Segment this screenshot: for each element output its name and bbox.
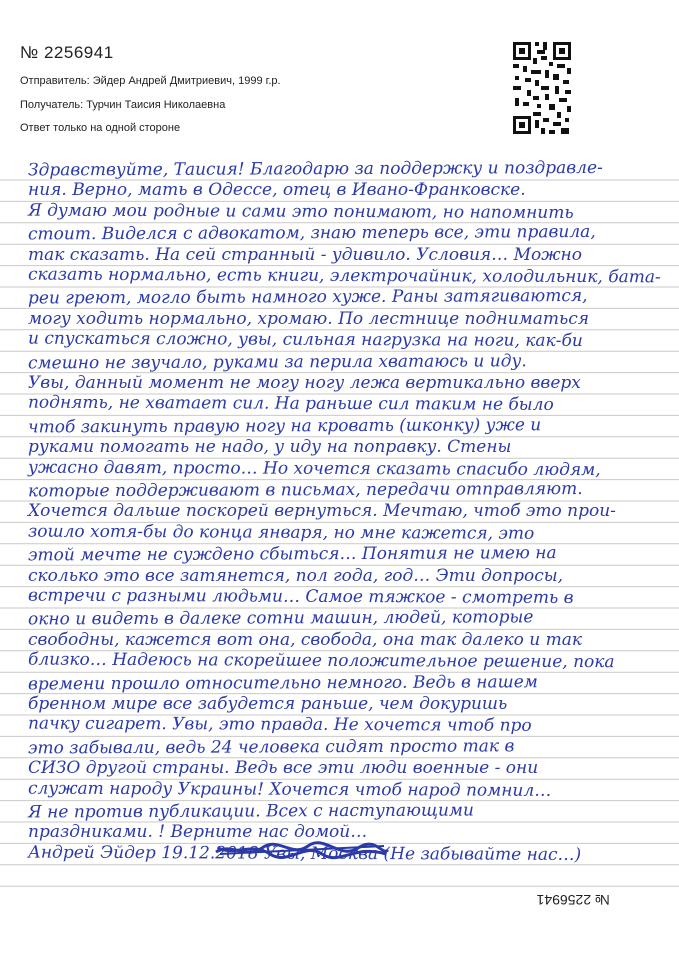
letter-line: чтоб закинуть правую ногу на кровать (шконку) уже и [27,414,542,438]
letter-line: могу ходить нормально, хромаю. По лестнице подниматься [28,308,590,329]
letter-line: ужасно давят, просто… Но хочется сказать спасибо людям, [27,457,601,480]
crossed-out-text [212,838,392,862]
letter-line: СИЗО другой страны. Ведь все эти люди военные - они [28,758,539,779]
letter-line: Здравствуйте, Таисия! Благодарю за поддержку и поздравле- [27,157,603,181]
letter-line: времени прошло относительно немного. Ведь в нашем [27,671,538,695]
letter-line: близко… Надеюсь на скорейшее положительное решение, пока [27,649,615,673]
document-number: № 2256941 [20,43,114,62]
letter-line: ния. Верно, мать в Одессе, отец в Ивано-Франковске. [28,180,526,201]
letter-line: так сказать. На сей странный - удивило. Условия… Можно [28,244,582,265]
letter-line: реи греют, могло быть намного хуже. Раны затягиваются, [27,286,588,309]
letter-line: бренном мире все забудется раньше, чем докуришь [28,694,508,714]
letter-line: смешно не звучало, руками за перила хватаюсь и иду. [27,350,527,374]
rotated-document-number: № 2256941 [536,892,610,908]
letter-line: Я думаю мои родные и сами это понимают, но напомнить [27,200,574,223]
letter-line: пачку сигарет. Увы, это правда. Не хочется чтоб про [27,713,532,737]
sender-line: Отправитель: Эйдер Андрей Дмитриевич, 1999 г.р. [20,75,281,87]
letter-line: окно и видеть в далеке сотни машин, людей, которые [27,607,534,630]
letter-line: Хочется дальше поскорей вернуться. Мечтаю, чтоб это прои- [28,501,616,522]
letter-line: и спускаться сложно, увы, сильная нагрузка на ноги, как-би [27,328,583,352]
reply-note: Ответ только на одной стороне [20,122,181,134]
letter-line: встречи с разными людьми… Самое тяжкое - смотреть в [27,585,574,608]
letter-line: служат народу Украины! Хочется чтоб народ помнил… [27,778,552,801]
letter-line: сколько это все затянется, пол года, год… Эти допросы, [28,565,563,586]
letter-line: свободны, кажется вот она, свобода, она так далеко и так [28,629,582,650]
letter-line: это забывали, ведь 24 человека сидят просто так в [27,736,515,759]
letter-line: этой мечте не суждено сбыться… Понятия не имею на [27,543,557,566]
letter-line: Я не против публикации. Всех с наступающими [27,800,474,823]
letter-line: поднять, не хватает сил. На раньше сил таким не было [27,392,554,416]
letter-line: руками помогать не надо, у иду на поправку. Стены [28,437,512,458]
qr-code-icon [511,40,573,136]
letter-line: Увы, данный момент не могу ногу лежа вертикально вверх [28,373,581,393]
letter-line: которые поддерживают в письмах, передачи отправляют. [27,479,583,502]
letter-line: стоит. Виделся с адвокатом, знаю теперь все, эти правила, [27,222,596,245]
letter-line: праздниками. ! Верните нас домой… [28,822,368,843]
letter-line: зошло хотя-бы до конца января, но мне кажется, это [27,521,535,544]
receiver-line: Получатель: Турчин Таисия Николаевна [20,99,226,111]
letter-line: Андрей Эйдер 19.12.2018 Увы, Москва (Не забывайте нас…) [27,842,582,865]
letter-line: сказать нормально, есть книги, электрочайник, холодильник, бата- [27,264,661,288]
